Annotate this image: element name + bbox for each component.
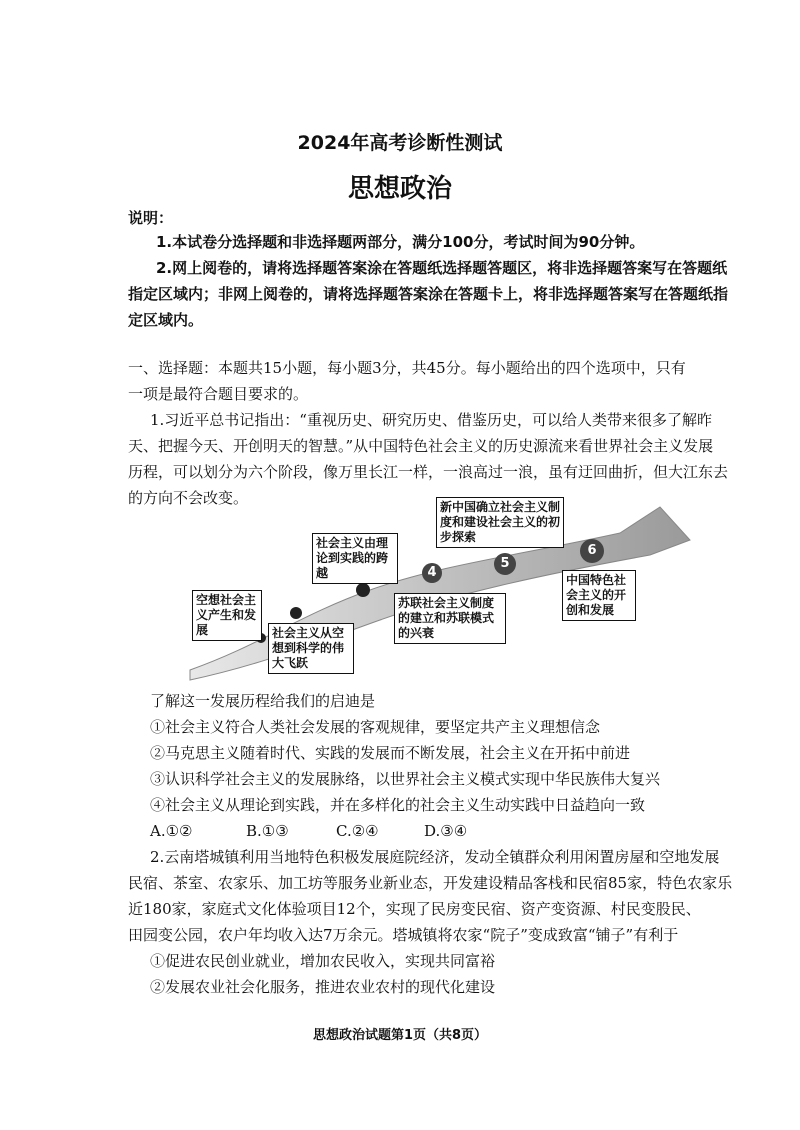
q1-choice-c: C.②④ <box>336 822 379 840</box>
instruction-item-2-line1: 2.网上阅卷的，请将选择题答案涂在答题纸选择题答题区，将非选择题答案写在答题纸 <box>156 259 728 277</box>
subject-title: 思想政治 <box>347 174 452 204</box>
q1-option-3: ③认识科学社会主义的发展脉络，以世界社会主义模式实现中华民族伟大复兴 <box>150 770 661 788</box>
stage-box-4: 苏联社会主义制度的建立和苏联模式的兴衰 <box>394 593 506 644</box>
q1-choice-a: A.①② <box>150 822 193 840</box>
q1-choice-b: B.①③ <box>246 822 289 840</box>
q1-stem-line1: 1.习近平总书记指出：“重视历史、研究历史、借鉴历史，可以给人类带来很多了解昨 <box>150 411 712 429</box>
stage-number-6: 6 <box>580 539 604 563</box>
q1-figure <box>180 495 700 685</box>
stage-box-5: 新中国确立社会主义制度和建设社会主义的初步探索 <box>436 497 564 548</box>
section1-heading-line1: 一、选择题：本题共15小题，每小题3分，共45分。每小题给出的四个选项中，只有 <box>128 359 686 377</box>
q1-choice-d: D.③④ <box>424 822 468 840</box>
stage-dot-3 <box>356 583 370 597</box>
stage-box-1: 空想社会主义产生和发展 <box>192 590 262 641</box>
q1-option-4: ④社会主义从理论到实践，并在多样化的社会主义生动实践中日益趋向一致 <box>150 796 646 814</box>
q1-prompt: 了解这一发展历程给我们的启迪是 <box>150 692 376 710</box>
q2-stem-line1: 2.云南塔城镇利用当地特色积极发展庭院经济，发动全镇群众利用闲置房屋和空地发展 <box>150 848 720 866</box>
instructions-label: 说明： <box>128 209 174 227</box>
section1-heading-line2: 一项是最符合题目要求的。 <box>128 385 309 403</box>
q2-option-1: ①促进农民创业就业，增加农民收入，实现共同富裕 <box>150 952 496 970</box>
stage-number-5: 5 <box>494 553 516 575</box>
q2-option-2: ②发展农业社会化服务，推进农业农村的现代化建设 <box>150 978 496 996</box>
stage-box-2: 社会主义从空想到科学的伟大飞跃 <box>268 623 354 674</box>
stage-number-4: 4 <box>422 563 442 583</box>
q1-stem-line4: 的方向不会改变。 <box>128 489 249 507</box>
q2-stem-line4: 田园变公园，农户年均收入达7万余元。塔城镇将农家“院子”变成致富“铺子”有利于 <box>128 926 679 944</box>
exam-title: 2024年高考诊断性测试 <box>297 132 503 154</box>
q1-stem-line3: 历程，可以划分为六个阶段，像万里长江一样，一浪高过一浪，虽有迂回曲折，但大江东去 <box>128 463 729 481</box>
q2-stem-line3: 近180家，家庭式文化体验项目12个，实现了民房变民宿、资产变资源、村民变股民、 <box>128 900 701 918</box>
q1-stem-line2: 天、把握今天、开创明天的智慧。”从中国特色社会主义的历史源流来看世界社会主义发展 <box>128 437 714 455</box>
stage-dot-2 <box>290 607 302 619</box>
stage-box-3: 社会主义由理论到实践的跨越 <box>312 533 398 584</box>
page-footer: 思想政治试题第1页（共8页） <box>312 1028 488 1043</box>
instruction-item-2-line2: 指定区域内；非网上阅卷的，请将选择题答案涂在答题卡上，将非选择题答案写在答题纸指 <box>128 285 729 303</box>
instruction-item-2-line3: 定区域内。 <box>128 311 204 329</box>
q1-option-1: ①社会主义符合人类社会发展的客观规律，要坚定共产主义理想信念 <box>150 718 601 736</box>
q1-option-2: ②马克思主义随着时代、实践的发展而不断发展，社会主义在开拓中前进 <box>150 744 631 762</box>
stage-box-6: 中国特色社会主义的开创和发展 <box>562 570 636 621</box>
q2-stem-line2: 民宿、茶室、农家乐、加工坊等服务业新业态，开发建设精品客栈和民宿85家，特色农家乐 <box>128 874 733 892</box>
instruction-item-1: 1.本试卷分选择题和非选择题两部分，满分100分，考试时间为90分钟。 <box>156 233 645 251</box>
